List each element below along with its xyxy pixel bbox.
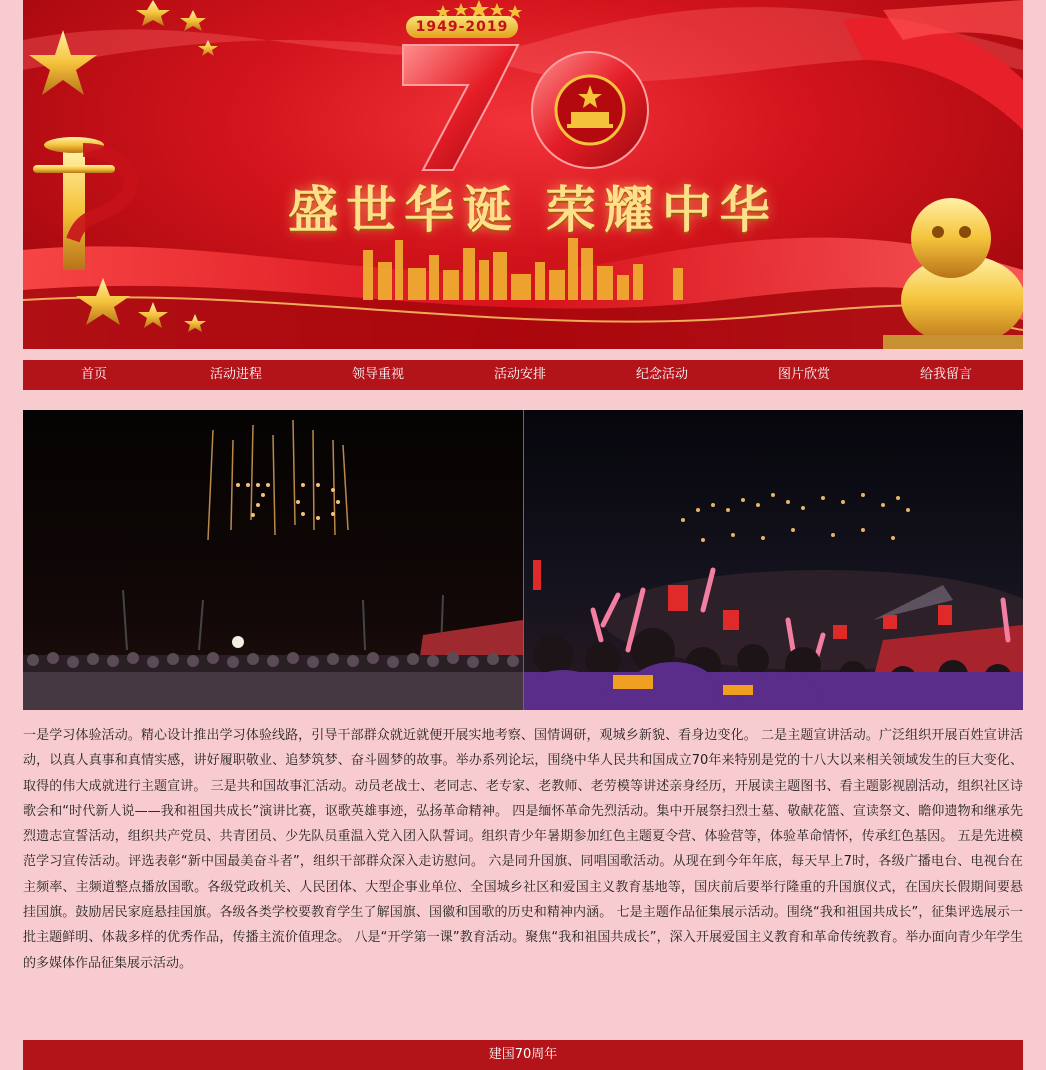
banner-years-badge: 1949-2019 [406, 16, 518, 38]
photo-fireworks-crowd[interactable] [23, 410, 523, 710]
nav-item-gallery[interactable]: 图片欣赏 [777, 367, 830, 382]
photo-fireworks-crowd-image [23, 410, 523, 710]
nav-item-message[interactable]: 给我留言 [919, 367, 972, 382]
nav-item-commemoration[interactable]: 纪念活动 [635, 367, 688, 382]
nav-item-activity-progress[interactable]: 活动进程 [209, 367, 262, 382]
footer-bar: 建国70周年 [23, 1040, 1023, 1070]
photo-celebration-crowd-image [523, 410, 1023, 710]
header-banner [23, 0, 1023, 349]
photo-gallery [23, 410, 1023, 710]
photo-divider [523, 410, 524, 710]
article-text: 一是学习体验活动。精心设计推出学习体验线路，引导干部群众就近就便开展实地考察、国情调研，观城乡新貌、看身边变化。 二是主题宣讲活动。广泛组织开展百姓宣讲活动，以真人真事和真情实感，讲好履职敬业、追梦筑梦、奋斗圆梦的故事。举办系列论坛，围绕中华人民共和国成立70年来特别是党的十八大以来相关领域发生的巨大变化、取得的伟大成就进行主题宣讲。 三是共和国故事汇活动。动员老战士、老同志、老专家、老教师、老劳模等讲述亲身经历，开展读主题图书、看主题影视剧活动，组织社区诗歌会和“时代新人说——我和祖国共成长”演讲比赛，讴歌英雄事迹，弘扬革命精神。 四是缅怀革命先烈活动。集中开展祭扫烈士墓、敬献花篮、宣读祭文、瞻仰遗物和继承先烈遗志宣誓活动，组织共产党员、共青团员、少先队员重温入党入团入队誓词。组织青少年暑期参加红色主题夏令营、体验营等，体验革命情怀，传承红色基因。 五是先进模范学习宣传活动。评选表彰“新中国最美奋斗者”，组织干部群众深入走访慰问。 六是同升国旗、同唱国歌活动。从现在到今年年底，每天早上7时，各级广播电台、电视台在主频率、主频道整点播放国歌。各级党政机关、人民团体、大型企事业单位、全国城乡社区和爱国主义教育基地等，国庆前后要举行隆重的升国旗仪式，在国庆长假期间要悬挂国旗。鼓励居民家庭悬挂国旗。各级各类学校要教育学生了解国旗、国徽和国歌的历史和精神内涵。 七是主题作品征集展示活动。围绕“我和祖国共成长”，征集评选展示一批主题鲜明、体裁多样的优秀作品，传播主流价值理念。 八是“开学第一课”教育活动。聚焦“我和祖国共成长”，深入开展爱国主义教育和革命传统教育。举办面向青少年学生的多媒体作品征集展示活动。 [23, 728, 1023, 971]
main-nav [23, 360, 1023, 390]
nav-item-activity-schedule[interactable]: 活动安排 [493, 367, 546, 382]
nav-item-leadership[interactable]: 领导重视 [351, 367, 404, 382]
photo-celebration-crowd[interactable] [523, 410, 1023, 710]
banner-slogan: 盛世华诞 荣耀中华 [288, 180, 778, 239]
nav-item-home[interactable]: 首页 [80, 367, 107, 382]
page-container [23, 0, 1023, 1062]
